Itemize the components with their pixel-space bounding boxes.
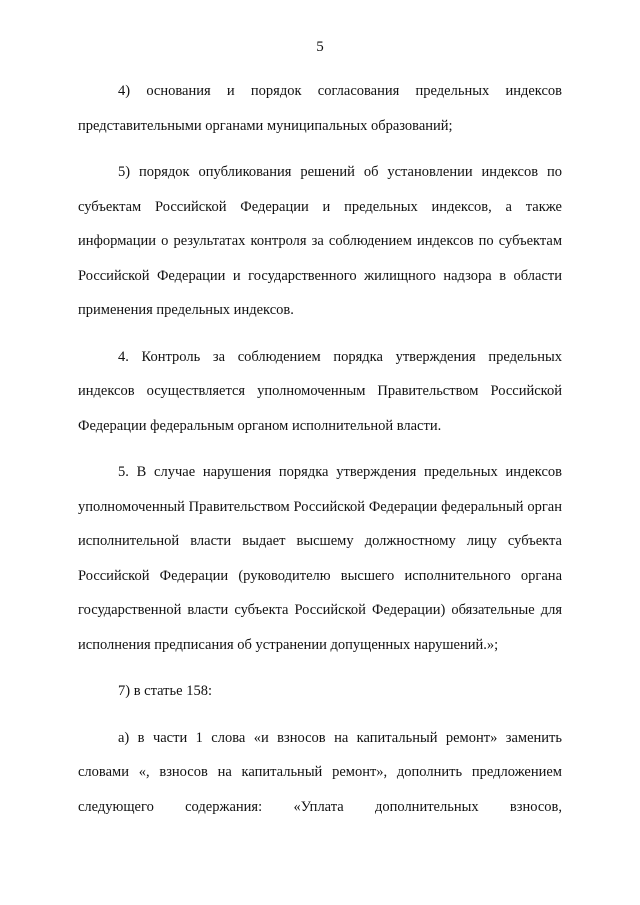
document-body xyxy=(78,74,562,836)
paragraph-subitem-a: а) в части 1 слова «и взносов на капитальный ремонт» заменить словами «, взносов на капитальный ремонт», дополнить предложением следующего содержания: «Уплата дополнительных взносов, xyxy=(78,729,562,815)
paragraph-part-5: 5. В случае нарушения порядка утверждения предельных индексов уполномоченный Правительством Российской Федерации федеральный орган исполнительной власти выдает высшему должностному лицу субъекта Российской Федерации (руководителю высшего исполнительного органа государственной власти субъекта Российской Федерации) обязательные для исполнения предписания об устранении допущенных нарушений.»; xyxy=(78,464,562,653)
paragraph-part-4: 4. Контроль за соблюдением порядка утверждения предельных индексов осуществляется уполномоченным Правительством Российской Федерации федеральным органом исполнительной власти. xyxy=(78,348,562,434)
paragraph-item-4: 4) основания и порядок согласования предельных индексов представительными органами муниципальных образований; xyxy=(78,83,562,134)
page-number: 5 xyxy=(316,39,324,55)
paragraph-article-158: 7) в статье 158: xyxy=(118,683,212,699)
paragraph-item-5: 5) порядок опубликования решений об установлении индексов по субъектам Российской Федерации и предельных индексов, а также информации о результатах контроля за соблюдением индексов по субъектам Российской Федерации и государственного жилищного надзора в области применения предельных индексов. xyxy=(78,164,562,318)
